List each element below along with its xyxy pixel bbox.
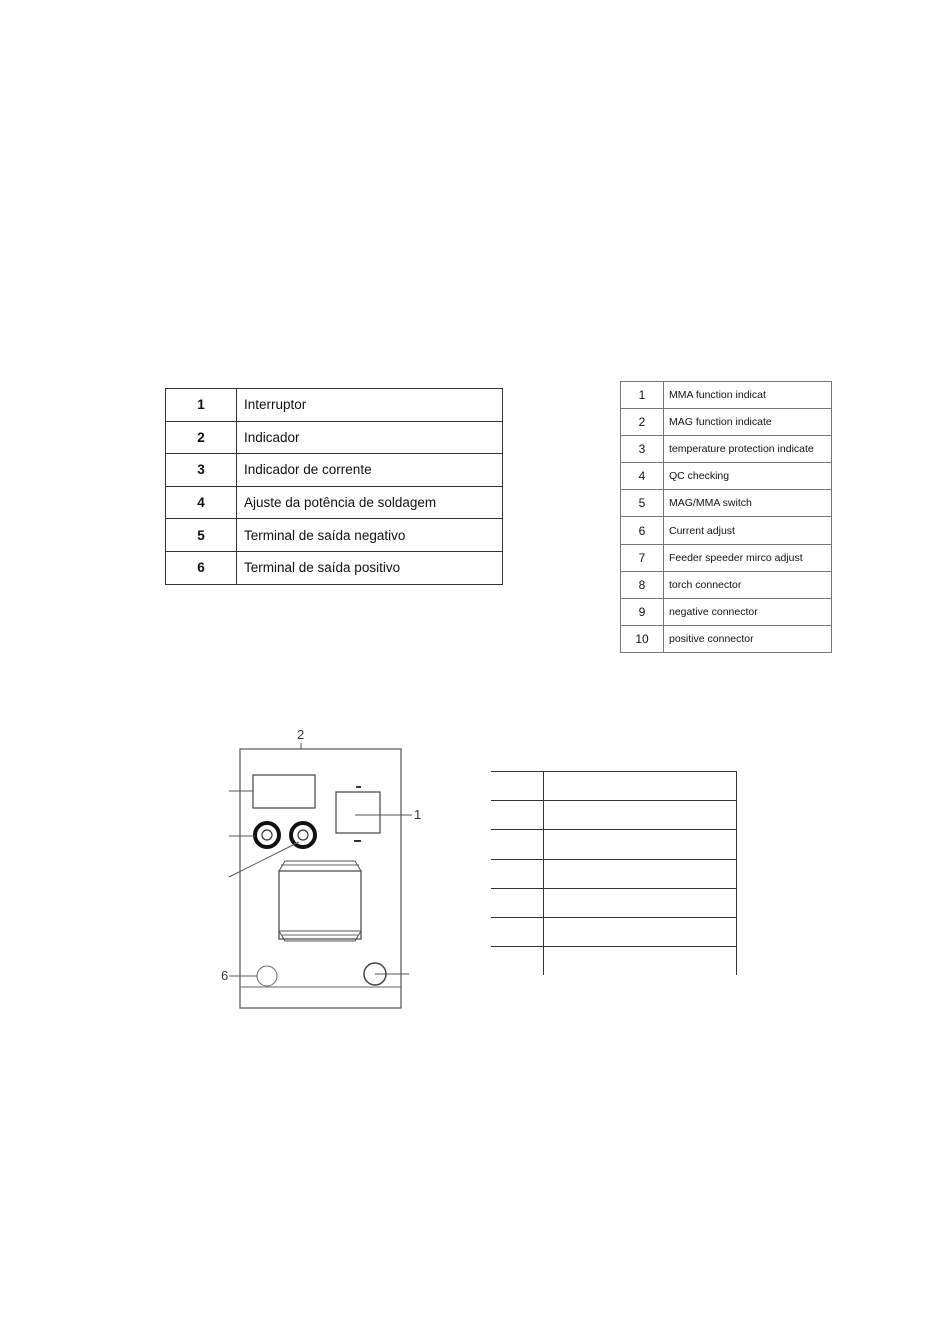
row-number: 5 (166, 519, 237, 552)
table-row (491, 859, 737, 888)
row-number: 2 (621, 409, 664, 436)
row-label: positive connector (664, 625, 832, 652)
row-label: temperature protection indicate (664, 436, 832, 463)
negative-terminal-icon (257, 966, 277, 986)
table-row (491, 772, 737, 801)
parts-table-pt (165, 388, 503, 585)
table-row (166, 454, 503, 487)
knob-left-icon (255, 823, 279, 847)
switch-mark (356, 786, 361, 788)
display-window (253, 775, 315, 808)
row-number: 1 (166, 389, 237, 422)
knob-left-center (262, 830, 272, 840)
table-row (621, 463, 832, 490)
row-number: 8 (621, 571, 664, 598)
row-label: Interruptor (237, 389, 503, 422)
callout-label-1: 1 (414, 807, 422, 822)
row-number: 4 (621, 463, 664, 490)
power-switch (336, 792, 380, 833)
table-row (621, 571, 832, 598)
table-row (621, 409, 832, 436)
row-number: 3 (166, 454, 237, 487)
table-row (621, 517, 832, 544)
table-row (491, 947, 737, 976)
table-row (166, 389, 503, 422)
table-row (166, 519, 503, 552)
row-number: 9 (621, 598, 664, 625)
row-label: MMA function indicat (664, 382, 832, 409)
table-row (621, 598, 832, 625)
row-label: torch connector (664, 571, 832, 598)
table-row (621, 436, 832, 463)
row-label: Terminal de saída negativo (237, 519, 503, 552)
table-row (491, 801, 737, 830)
row-number: 2 (166, 421, 237, 454)
table-row (621, 625, 832, 652)
row-number: 3 (621, 436, 664, 463)
housing-outline (240, 749, 401, 1008)
row-number: 6 (166, 551, 237, 584)
row-number: 5 (621, 490, 664, 517)
row-number: 4 (166, 486, 237, 519)
vent-top (279, 861, 361, 871)
vent-body (279, 871, 361, 939)
table-row (491, 830, 737, 859)
row-label: QC checking (664, 463, 832, 490)
switch-mark (354, 840, 361, 842)
parts-table-en (620, 381, 832, 653)
table-row (166, 421, 503, 454)
table-row (621, 544, 832, 571)
knob-right-icon (291, 823, 315, 847)
row-number: 1 (621, 382, 664, 409)
row-label: Feeder speeder mirco adjust (664, 544, 832, 571)
row-number: 7 (621, 544, 664, 571)
row-number: 6 (621, 517, 664, 544)
callout-label-2: 2 (297, 727, 305, 742)
table-row (166, 551, 503, 584)
row-label: Current adjust (664, 517, 832, 544)
table-row (621, 382, 832, 409)
table-row (491, 888, 737, 917)
row-label: MAG function indicate (664, 409, 832, 436)
row-label: Ajuste da potência de soldagem (237, 486, 503, 519)
row-label: negative connector (664, 598, 832, 625)
table-row (621, 490, 832, 517)
knob-right-center (298, 830, 308, 840)
row-label: Indicador (237, 421, 503, 454)
row-label: Indicador de corrente (237, 454, 503, 487)
blank-table (491, 771, 737, 975)
welder-front-panel-diagram (215, 725, 425, 1015)
callout-label-6: 6 (221, 968, 229, 983)
row-label: Terminal de saída positivo (237, 551, 503, 584)
row-number: 10 (621, 625, 664, 652)
table-row (491, 917, 737, 946)
table-row (166, 486, 503, 519)
row-label: MAG/MMA switch (664, 490, 832, 517)
